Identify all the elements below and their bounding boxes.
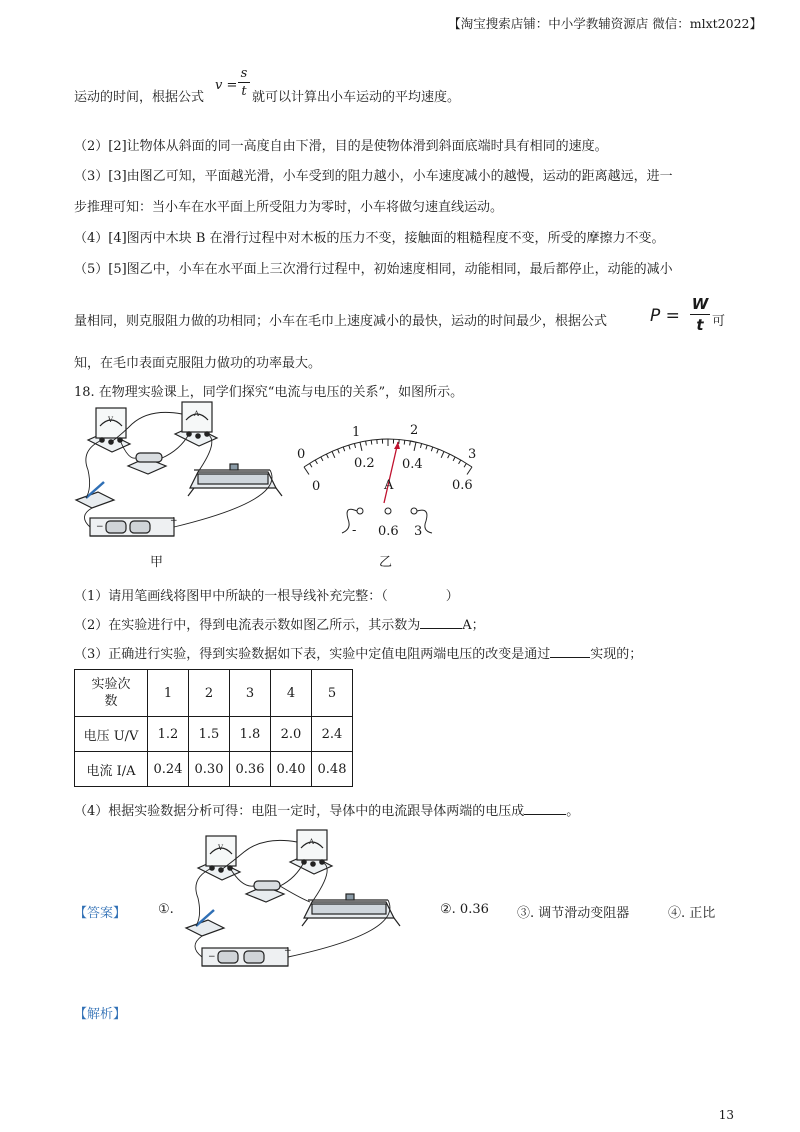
dial-top-label-3: 3 bbox=[468, 447, 477, 462]
dial-tick bbox=[414, 442, 416, 451]
dial-tick bbox=[315, 460, 317, 464]
analysis-paragraph-5c: 知，在毛巾表面克服阻力做功的功率最大。 bbox=[74, 356, 322, 371]
dial-top-label-0: 0 bbox=[297, 447, 306, 462]
terminal-label-minus: - bbox=[352, 523, 357, 538]
table-cell: 0.48 bbox=[312, 752, 353, 787]
switch-icon bbox=[186, 910, 224, 936]
dial-tick bbox=[467, 467, 472, 474]
analysis-paragraph-5b-post: 可 bbox=[712, 314, 726, 329]
dial-tick bbox=[321, 457, 323, 461]
dial-top-label-2: 2 bbox=[410, 423, 419, 438]
formula-velocity-numerator: s bbox=[240, 66, 248, 81]
sub-question-2 bbox=[74, 614, 485, 633]
dial-tick bbox=[354, 443, 355, 447]
figure-label-yi: 乙 bbox=[379, 555, 393, 570]
ammeter-label: A bbox=[194, 410, 200, 418]
table-row-trials bbox=[75, 670, 353, 717]
circuit-figure-jia bbox=[70, 400, 295, 550]
table-row-voltage bbox=[75, 717, 353, 752]
formula-velocity-fraction bbox=[238, 66, 250, 99]
dial-tick bbox=[338, 449, 340, 453]
ammeter-icon bbox=[175, 402, 217, 446]
analysis-paragraph-5a: （5）[5]图乙中，小车在水平面上三次滑行过程中，初始速度相同，动能相同，最后都停止，动能的减小 bbox=[74, 262, 673, 277]
dial-pointer bbox=[384, 442, 398, 503]
rheostat-icon bbox=[188, 464, 282, 496]
sub-question-4 bbox=[74, 800, 579, 819]
dial-tick bbox=[349, 445, 350, 449]
analysis-line-1-post: 就可以计算出小车运动的平均速度。 bbox=[252, 90, 461, 105]
dial-bottom-label-0-2: 0.2 bbox=[354, 456, 375, 471]
dial-bottom-label-0-6: 0.6 bbox=[452, 478, 473, 493]
voltmeter-icon bbox=[88, 408, 130, 452]
dial-tick bbox=[431, 447, 433, 451]
dial-top-label-1: 1 bbox=[352, 425, 361, 440]
table-cell: 0.24 bbox=[148, 752, 189, 787]
analysis-paragraph-3b: 步推理可知：当小车在水平面上所受阻力为零时，小车将做匀速直线运动。 bbox=[74, 200, 504, 215]
sub-question-2-unit: A； bbox=[462, 618, 485, 633]
dial-tick bbox=[464, 463, 466, 467]
table-cell: 3 bbox=[230, 670, 271, 717]
dial-tick bbox=[304, 467, 309, 474]
analysis-paragraph-5b: 量相同，则克服阻力做的功相同；小车在毛巾上速度减小的最快，运动的时间最少，根据公式 bbox=[74, 314, 608, 329]
figure-label-jia: 甲 bbox=[150, 555, 164, 570]
formula-velocity-denominator: t bbox=[241, 84, 247, 99]
table-cell: 5 bbox=[312, 670, 353, 717]
resistor-icon bbox=[128, 453, 166, 474]
answer-item-3: ③. 调节滑动变阻器 bbox=[517, 906, 630, 921]
dial-tick bbox=[310, 463, 312, 467]
sub-question-4-text: （4）根据实验数据分析可得：电阻一定时，导体中的电流跟导体两端的电压成 bbox=[74, 804, 525, 819]
dial-tick bbox=[404, 440, 405, 444]
table-row-current bbox=[75, 752, 353, 787]
analysis-line-1 bbox=[74, 86, 204, 105]
voltmeter-label: V bbox=[108, 416, 114, 424]
analysis-line-1-pre: 运动的时间，根据公式 bbox=[74, 90, 205, 105]
formula-power-denominator: t bbox=[696, 316, 704, 334]
dial-tick bbox=[459, 460, 461, 464]
table-cell: 1.2 bbox=[148, 717, 189, 752]
battery-plus-label: + bbox=[170, 516, 178, 526]
table-header-trial: 实验次数 bbox=[75, 670, 148, 717]
sub-question-1 bbox=[74, 585, 459, 604]
terminal-0-6 bbox=[385, 508, 391, 514]
analysis-tag: 【解析】 bbox=[74, 1007, 127, 1022]
dial-tick bbox=[453, 457, 455, 461]
sub-question-3-tail: 实现的； bbox=[590, 647, 643, 662]
answer-item-2: ②. 0.36 bbox=[440, 902, 489, 917]
terminal-label-0-6: 0.6 bbox=[378, 524, 399, 539]
formula-power-fraction bbox=[690, 295, 710, 334]
ammeter-dial-figure-yi bbox=[290, 405, 490, 545]
dial-unit-label: A bbox=[384, 478, 394, 493]
table-cell: 2 bbox=[189, 670, 230, 717]
experiment-data-table bbox=[74, 669, 353, 787]
dial-tick bbox=[366, 441, 367, 445]
analysis-paragraph-3a: （3）[3]由图乙可知，平面越光滑，小车受到的阻力越小，小车速度减小的越慢，运动的距离越远，进一 bbox=[74, 169, 673, 184]
question-18-stem: 18. 在物理实验课上，同学们探究“电流与电压的关系”，如图所示。 bbox=[74, 385, 464, 400]
table-header-voltage: 电压 U/V bbox=[75, 717, 148, 752]
table-cell: 0.40 bbox=[271, 752, 312, 787]
dial-bottom-label-0-4: 0.4 bbox=[402, 457, 423, 472]
dial-tick bbox=[410, 441, 411, 445]
answer-blank-3[interactable] bbox=[550, 657, 590, 658]
answer-circuit-figure bbox=[180, 828, 410, 980]
table-cell: 1.8 bbox=[230, 717, 271, 752]
sub-question-3 bbox=[74, 643, 642, 662]
answer-item-1: ①. bbox=[158, 902, 174, 917]
dial-tick bbox=[448, 454, 450, 458]
formula-velocity-lhs: v = bbox=[215, 78, 238, 93]
formula-power-lhs: P = bbox=[650, 306, 680, 326]
header-shop-note: 【淘宝搜索店铺：中小学教辅资源店 微信：mlxt2022】 bbox=[448, 16, 762, 31]
table-cell: 1.5 bbox=[189, 717, 230, 752]
analysis-paragraph-2: （2）[2]让物体从斜面的同一高度自由下滑，目的是使物体滑到斜面底端时具有相同的速度。 bbox=[74, 139, 608, 154]
formula-power-numerator: W bbox=[691, 295, 709, 313]
answer-blank-2[interactable] bbox=[420, 628, 462, 629]
sub-question-1-text: （1）请用笔画线将图甲中所缺的一根导线补充完整：（ bbox=[74, 589, 388, 604]
table-cell: 4 bbox=[271, 670, 312, 717]
dial-tick bbox=[343, 447, 345, 451]
terminal-label-3: 3 bbox=[414, 524, 423, 539]
dial-tick bbox=[426, 445, 427, 449]
resistor-icon bbox=[246, 881, 284, 902]
dial-tick bbox=[437, 449, 439, 453]
battery-plus-label: + bbox=[284, 946, 292, 956]
answer-blank-4[interactable] bbox=[524, 814, 566, 815]
sub-question-2-text: （2）在实验进行中，得到电流表示数如图乙所示，其示数为 bbox=[74, 618, 421, 633]
ammeter-label: A bbox=[309, 838, 315, 846]
sub-question-3-text: （3）正确进行实验，得到实验数据如下表，实验中定值电阻两端电压的改变是通过 bbox=[74, 647, 551, 662]
dial-ticks bbox=[304, 439, 472, 474]
answer-tag: 【答案】 bbox=[74, 906, 127, 921]
dial-tick bbox=[332, 451, 335, 457]
dial-tick bbox=[420, 443, 421, 447]
table-header-current: 电流 I/A bbox=[75, 752, 148, 787]
table-cell: 1 bbox=[148, 670, 189, 717]
battery-minus-label: − bbox=[208, 952, 216, 962]
sub-question-1-close: ） bbox=[445, 589, 459, 604]
battery-minus-label: − bbox=[96, 522, 104, 532]
table-cell: 0.36 bbox=[230, 752, 271, 787]
dial-tick bbox=[441, 451, 444, 457]
dial-tick bbox=[371, 440, 372, 444]
switch-icon bbox=[76, 482, 114, 508]
terminal-minus bbox=[357, 508, 363, 514]
ammeter-icon bbox=[290, 830, 332, 874]
analysis-paragraph-4: （4）[4]图丙中木块 B 在滑行过程中对木板的压力不变，接触面的粗糙程度不变，所受的摩擦力不变。 bbox=[74, 231, 665, 246]
dial-tick bbox=[360, 442, 362, 451]
answer-item-4: ④. 正比 bbox=[668, 906, 716, 921]
dial-tick bbox=[326, 454, 328, 458]
table-cell: 2.4 bbox=[312, 717, 353, 752]
terminal-3 bbox=[411, 508, 417, 514]
sub-question-4-tail: 。 bbox=[566, 804, 580, 819]
dial-bottom-label-0: 0 bbox=[312, 479, 321, 494]
rheostat-icon bbox=[302, 894, 400, 926]
table-cell: 2.0 bbox=[271, 717, 312, 752]
page-number: 13 bbox=[718, 1108, 734, 1122]
table-cell: 0.30 bbox=[189, 752, 230, 787]
voltmeter-label: V bbox=[218, 844, 224, 852]
